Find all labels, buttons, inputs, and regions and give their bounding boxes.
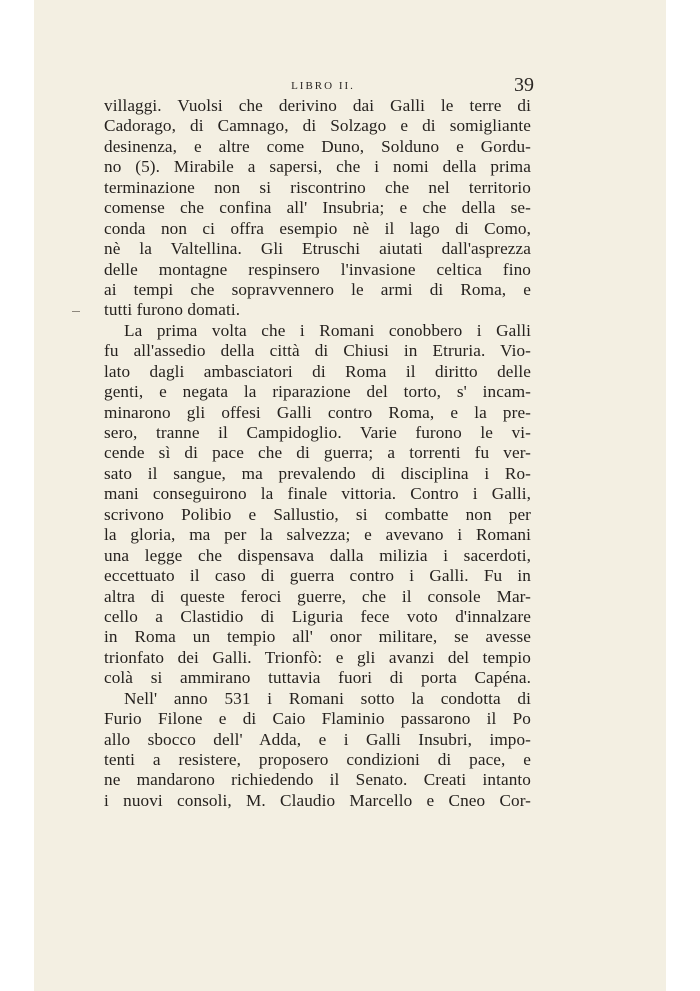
text-line: lato dagli ambasciatori di Roma il diritto delle — [104, 361, 531, 381]
text-line: in Roma un tempio all' onor militare, se avesse — [104, 627, 531, 647]
text-line: minarono gli offesi Galli contro Roma, e la pre- — [104, 402, 531, 422]
margin-mark — [72, 311, 80, 312]
text-line: la gloria, ma per la salvezza; e avevano i Romani — [104, 525, 531, 545]
text-line: delle montagne respinsero l'invasione celtica fino — [104, 259, 531, 279]
text-line: sero, tranne il Campidoglio. Varie furono le vi- — [104, 423, 531, 442]
text-line: La prima volta che i Romani conobbero i Galli — [124, 320, 531, 340]
text-line: altra di queste feroci guerre, che il console Mar- — [104, 586, 531, 606]
body-text — [104, 96, 531, 811]
text-line: cende sì di pace che di guerra; a torrenti fu ver- — [104, 443, 531, 463]
text-line: terminazione non si riscontrino che nel territorio — [104, 177, 531, 197]
text-line: sato il sangue, ma prevalendo di disciplina i Ro- — [104, 463, 531, 483]
text-line: eccettuato il caso di guerra contro i Galli. Fu in — [104, 566, 531, 586]
text-line: Nell' anno 531 i Romani sotto la condotta di — [124, 688, 531, 708]
text-line: Cadorago, di Camnago, di Solzago e di somigliante — [104, 116, 531, 136]
text-line: Furio Filone e di Caio Flaminio passarono il Po — [104, 709, 531, 729]
text-line: mani conseguirono la finale vittoria. Contro i Galli, — [104, 484, 531, 504]
running-head: LIBRO II. — [291, 80, 355, 92]
text-line: tenti a resistere, proposero condizioni di pace, e — [104, 750, 531, 769]
text-line: tutti furono domati. — [104, 300, 241, 320]
text-line: scrivono Polibio e Sallustio, si combatte non per — [104, 504, 531, 524]
text-line: trionfato dei Galli. Trionfò: e gli avanzi del tempio — [104, 647, 531, 667]
page-number: 39 — [514, 74, 534, 96]
text-line: ai tempi che sopravvennero le armi di Roma, e — [104, 279, 531, 299]
text-line: colà si ammirano tuttavia fuori di porta Capéna. — [104, 668, 531, 688]
text-line: comense che confina all' Insubria; e che della se- — [104, 198, 531, 218]
text-line: fu all'assedio della città di Chiusi in Etruria. Vio- — [104, 341, 531, 361]
text-line: conda non ci offra esempio nè il lago di Como, — [104, 218, 531, 238]
text-line: nè la Valtellina. Gli Etruschi aiutati dall'asprezza — [104, 239, 531, 259]
text-line: desinenza, e altre come Duno, Solduno e Gordu- — [104, 136, 531, 156]
text-line: i nuovi consoli, M. Claudio Marcello e Cneo Cor- — [104, 790, 531, 810]
text-line: no (5). Mirabile a sapersi, che i nomi della prima — [104, 157, 531, 177]
text-line: ne mandarono richiedendo il Senato. Creati intanto — [104, 770, 531, 790]
text-line: villaggi. Vuolsi che derivino dai Galli le terre di — [104, 96, 531, 115]
text-line: genti, e negata la riparazione del torto, s' incam- — [104, 382, 531, 402]
text-line: una legge che dispensava dalla milizia i sacerdoti, — [104, 545, 531, 565]
text-line: allo sbocco dell' Adda, e i Galli Insubri, impo- — [104, 729, 531, 749]
text-line: cello a Clastidio di Liguria fece voto d'innalzare — [104, 606, 531, 626]
